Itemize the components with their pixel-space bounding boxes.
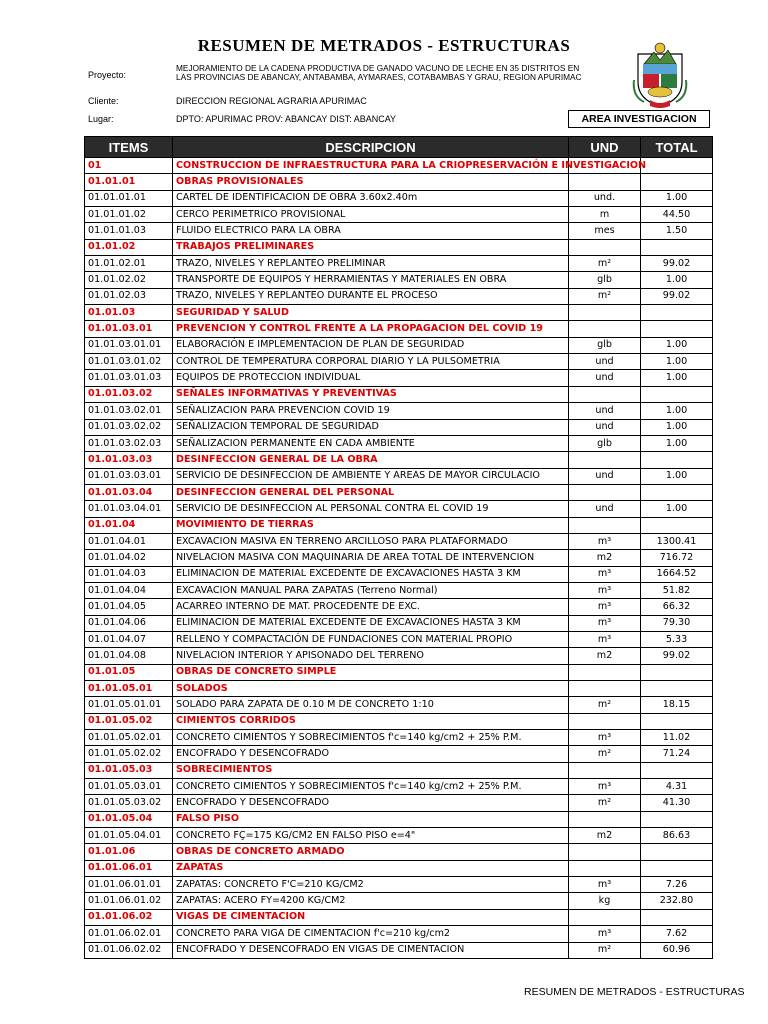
description-cell: SERVICIO DE DESINFECCION AL PERSONAL CONTRA EL COVID 19 [173, 501, 569, 517]
und-column-header: UND [569, 137, 641, 158]
descripcion-column-header: DESCRIPCION [173, 137, 569, 158]
item-cell: 01.01.06.01 [85, 860, 173, 876]
description-cell: ZAPATAS: ACERO FY=4200 KG/CM2 [173, 893, 569, 909]
description-cell: ZAPATAS [173, 860, 569, 876]
description-cell: ELIMINACION DE MATERIAL EXCEDENTE DE EXCAVACIONES HASTA 3 KM [173, 566, 569, 582]
total-cell: 1.00 [641, 190, 713, 206]
description-cell: FALSO PISO [173, 811, 569, 827]
total-cell [641, 844, 713, 860]
unit-cell: und. [569, 190, 641, 206]
unit-cell: und [569, 419, 641, 435]
section-row [85, 844, 713, 860]
unit-cell: m³ [569, 615, 641, 631]
total-cell: 7.26 [641, 877, 713, 893]
proyecto-line-1: MEJORAMIENTO DE LA CADENA PRODUCTIVA DE GANADO VACUNO DE LECHE EN 35 DISTRITOS EN [176, 63, 580, 73]
description-cell: CARTEL DE IDENTIFICACION DE OBRA 3.60x2.40m [173, 190, 569, 206]
total-cell [641, 762, 713, 778]
unit-cell [569, 909, 641, 925]
total-cell: 5.33 [641, 631, 713, 647]
unit-cell: glb [569, 435, 641, 451]
unit-cell: m² [569, 697, 641, 713]
section-row [85, 452, 713, 468]
table-body [85, 158, 713, 959]
unit-cell: m³ [569, 730, 641, 746]
total-cell: 1.00 [641, 337, 713, 353]
total-cell: 1.00 [641, 403, 713, 419]
item-cell: 01.01.05.03 [85, 762, 173, 778]
description-cell: TRAZO, NIVELES Y REPLANTEO PRELIMINAR [173, 256, 569, 272]
total-cell: 99.02 [641, 256, 713, 272]
total-cell [641, 860, 713, 876]
item-cell: 01.01.05.02 [85, 713, 173, 729]
item-cell: 01.01.02.02 [85, 272, 173, 288]
total-cell [641, 713, 713, 729]
table-row [85, 256, 713, 272]
total-cell [641, 386, 713, 402]
unit-cell: m2 [569, 828, 641, 844]
unit-cell [569, 681, 641, 697]
unit-cell: m² [569, 942, 641, 958]
description-cell: SEGURIDAD Y SALUD [173, 305, 569, 321]
description-cell: SEÑALIZACION TEMPORAL DE SEGURIDAD [173, 419, 569, 435]
description-cell: CONSTRUCCION DE INFRAESTRUCTURA PARA LA CRIOPRESERVACIÓN E INVESTIGACION [173, 158, 569, 174]
total-cell [641, 158, 713, 174]
table-row [85, 828, 713, 844]
total-cell: 99.02 [641, 648, 713, 664]
unit-cell [569, 386, 641, 402]
description-cell: OBRAS DE CONCRETO SIMPLE [173, 664, 569, 680]
unit-cell [569, 239, 641, 255]
item-cell: 01.01.03.01.01 [85, 337, 173, 353]
item-cell: 01.01.06.02 [85, 909, 173, 925]
total-cell [641, 239, 713, 255]
total-cell: 1.00 [641, 419, 713, 435]
cliente-label: Cliente: [88, 96, 119, 106]
item-cell: 01.01.04.01 [85, 533, 173, 549]
item-cell: 01.01.06.02.01 [85, 926, 173, 942]
item-cell: 01.01.06.02.02 [85, 942, 173, 958]
total-cell: 1664.52 [641, 566, 713, 582]
item-cell: 01.01.05.04.01 [85, 828, 173, 844]
section-row [85, 909, 713, 925]
metrados-table [84, 136, 713, 959]
table-row [85, 223, 713, 239]
description-cell: ENCOFRADO Y DESENCOFRADO [173, 746, 569, 762]
unit-cell [569, 174, 641, 190]
total-cell: 66.32 [641, 599, 713, 615]
item-cell: 01.01.03.04.01 [85, 501, 173, 517]
description-cell: OBRAS DE CONCRETO ARMADO [173, 844, 569, 860]
table-row [85, 877, 713, 893]
page-title: RESUMEN DE METRADOS - ESTRUCTURAS [197, 36, 571, 55]
section-row [85, 484, 713, 500]
description-cell: EXCAVACION MASIVA EN TERRENO ARCILLOSO PARA PLATAFORMADO [173, 533, 569, 549]
unit-cell: m³ [569, 582, 641, 598]
table-row [85, 730, 713, 746]
total-column-header: TOTAL [641, 137, 713, 158]
table-header-row [85, 137, 713, 158]
description-cell: CONTROL DE TEMPERATURA CORPORAL DIARIO Y LA PULSOMETRIA [173, 354, 569, 370]
description-cell: CONCRETO CIMIENTOS Y SOBRECIMIENTOS f'c=140 kg/cm2 + 25% P.M. [173, 779, 569, 795]
unit-cell [569, 321, 641, 337]
description-cell: TRAZO, NIVELES Y REPLANTEO DURANTE EL PROCESO [173, 288, 569, 304]
description-cell: SOBRECIMIENTOS [173, 762, 569, 778]
total-cell: 232.80 [641, 893, 713, 909]
item-cell: 01.01.05.04 [85, 811, 173, 827]
total-cell [641, 909, 713, 925]
unit-cell: und [569, 370, 641, 386]
item-cell: 01.01.05.01 [85, 681, 173, 697]
total-cell [641, 484, 713, 500]
unit-cell: glb [569, 272, 641, 288]
section-row [85, 174, 713, 190]
lugar-label: Lugar: [88, 114, 114, 124]
description-cell: ENCOFRADO Y DESENCOFRADO EN VIGAS DE CIMENTACION [173, 942, 569, 958]
unit-cell: und [569, 468, 641, 484]
description-cell: SEÑALES INFORMATIVAS Y PREVENTIVAS [173, 386, 569, 402]
total-cell: 18.15 [641, 697, 713, 713]
table-row [85, 272, 713, 288]
table-row [85, 207, 713, 223]
section-row [85, 664, 713, 680]
unit-cell [569, 664, 641, 680]
description-cell: MOVIMIENTO DE TIERRAS [173, 517, 569, 533]
table-row [85, 370, 713, 386]
unit-cell [569, 811, 641, 827]
description-cell: RELLENO Y COMPACTACIÓN DE FUNDACIONES CON MATERIAL PROPIO [173, 631, 569, 647]
total-cell: 1.00 [641, 272, 713, 288]
section-row [85, 305, 713, 321]
item-cell: 01.01.03.02.02 [85, 419, 173, 435]
total-cell [641, 174, 713, 190]
table-row [85, 435, 713, 451]
item-cell: 01.01.03.03 [85, 452, 173, 468]
table-row [85, 566, 713, 582]
item-cell: 01.01.03.01.03 [85, 370, 173, 386]
unit-cell: mes [569, 223, 641, 239]
description-cell: SOLADO PARA ZAPATA DE 0.10 M DE CONCRETO 1:10 [173, 697, 569, 713]
total-cell: 7.62 [641, 926, 713, 942]
item-cell: 01.01.01.01 [85, 190, 173, 206]
item-cell: 01.01.01.02 [85, 207, 173, 223]
table-row [85, 926, 713, 942]
page-footer: RESUMEN DE METRADOS - ESTRUCTURAS [524, 986, 745, 998]
table-row [85, 550, 713, 566]
description-cell: PREVENCION Y CONTROL FRENTE A LA PROPAGACION DEL COVID 19 [173, 321, 569, 337]
total-cell: 99.02 [641, 288, 713, 304]
table-row [85, 582, 713, 598]
unit-cell: m³ [569, 533, 641, 549]
section-row [85, 713, 713, 729]
description-cell: TRABAJOS PRELIMINARES [173, 239, 569, 255]
unit-cell: kg [569, 893, 641, 909]
description-cell: NIVELACION MASIVA CON MAQUINARIA DE AREA TOTAL DE INTERVENCION [173, 550, 569, 566]
total-cell [641, 321, 713, 337]
description-cell: CONCRETO CIMIENTOS Y SOBRECIMIENTOS f'c=140 kg/cm2 + 25% P.M. [173, 730, 569, 746]
item-cell: 01.01.04.05 [85, 599, 173, 615]
total-cell: 1.00 [641, 435, 713, 451]
table-row [85, 337, 713, 353]
description-cell: VIGAS DE CIMENTACION [173, 909, 569, 925]
table-row [85, 746, 713, 762]
cliente-value: DIRECCION REGIONAL AGRARIA APURIMAC [176, 96, 367, 106]
section-row [85, 762, 713, 778]
unit-cell [569, 517, 641, 533]
table-row [85, 779, 713, 795]
description-cell: ENCOFRADO Y DESENCOFRADO [173, 795, 569, 811]
unit-cell [569, 305, 641, 321]
table-row [85, 795, 713, 811]
unit-cell: m³ [569, 926, 641, 942]
unit-cell: m² [569, 256, 641, 272]
table-row [85, 403, 713, 419]
total-cell [641, 681, 713, 697]
item-cell: 01.01.04.07 [85, 631, 173, 647]
description-cell: ELABORACIÓN E IMPLEMENTACION DE PLAN DE SEGURIDAD [173, 337, 569, 353]
item-cell: 01.01.04.03 [85, 566, 173, 582]
section-row [85, 158, 713, 174]
item-cell: 01.01.02 [85, 239, 173, 255]
unit-cell: und [569, 354, 641, 370]
table-row [85, 533, 713, 549]
table-row [85, 468, 713, 484]
item-cell: 01.01.03.02.03 [85, 435, 173, 451]
item-cell: 01.01.03.01 [85, 321, 173, 337]
section-row [85, 811, 713, 827]
item-cell: 01.01.01.03 [85, 223, 173, 239]
total-cell: 60.96 [641, 942, 713, 958]
total-cell [641, 305, 713, 321]
description-cell: OBRAS PROVISIONALES [173, 174, 569, 190]
item-cell: 01.01.03.04 [85, 484, 173, 500]
description-cell: SEÑALIZACION PARA PREVENCION COVID 19 [173, 403, 569, 419]
table-row [85, 501, 713, 517]
table-row [85, 599, 713, 615]
total-cell: 86.63 [641, 828, 713, 844]
unit-cell: glb [569, 337, 641, 353]
unit-cell: m³ [569, 599, 641, 615]
item-cell: 01.01.03.02 [85, 386, 173, 402]
area-badge: AREA INVESTIGACION [568, 110, 710, 128]
item-cell: 01.01.05.03.01 [85, 779, 173, 795]
description-cell: EQUIPOS DE PROTECCION INDIVIDUAL [173, 370, 569, 386]
lugar-value: DPTO: APURIMAC PROV: ABANCAY DIST: ABANCAY [176, 114, 397, 124]
total-cell: 51.82 [641, 582, 713, 598]
item-cell: 01.01.06.01.02 [85, 893, 173, 909]
item-cell: 01.01.06.01.01 [85, 877, 173, 893]
total-cell: 716.72 [641, 550, 713, 566]
coat-of-arms-icon [630, 40, 690, 110]
table-row [85, 419, 713, 435]
table-row [85, 942, 713, 958]
total-cell [641, 452, 713, 468]
item-cell: 01.01.04.04 [85, 582, 173, 598]
description-cell: CONCRETO PARA VIGA DE CIMENTACION f'c=210 kg/cm2 [173, 926, 569, 942]
item-cell: 01.01.05.01.01 [85, 697, 173, 713]
description-cell: NIVELACION INTERIOR Y APISONADO DEL TERRENO [173, 648, 569, 664]
table-row [85, 697, 713, 713]
total-cell: 71.24 [641, 746, 713, 762]
item-cell: 01.01.05.02.02 [85, 746, 173, 762]
unit-cell: und [569, 501, 641, 517]
total-cell: 1.00 [641, 370, 713, 386]
table-row [85, 288, 713, 304]
items-column-header: ITEMS [85, 137, 173, 158]
description-cell: CERCO PERIMETRICO PROVISIONAL [173, 207, 569, 223]
unit-cell: und [569, 403, 641, 419]
proyecto-line-2: LAS PROVINCIAS DE ABANCAY, ANTABAMBA, AYMARAES, COTABAMBAS Y GRAU, REGION APURIMAC [176, 72, 582, 82]
total-cell: 79.30 [641, 615, 713, 631]
total-cell: 4.31 [641, 779, 713, 795]
item-cell: 01.01.02.01 [85, 256, 173, 272]
table-row [85, 354, 713, 370]
item-cell: 01 [85, 158, 173, 174]
description-cell: CIMIENTOS CORRIDOS [173, 713, 569, 729]
total-cell [641, 811, 713, 827]
item-cell: 01.01.01 [85, 174, 173, 190]
section-row [85, 681, 713, 697]
unit-cell: m³ [569, 631, 641, 647]
item-cell: 01.01.04.06 [85, 615, 173, 631]
section-row [85, 239, 713, 255]
total-cell: 11.02 [641, 730, 713, 746]
item-cell: 01.01.03.01.02 [85, 354, 173, 370]
item-cell: 01.01.03.02.01 [85, 403, 173, 419]
total-cell [641, 664, 713, 680]
description-cell: TRANSPORTE DE EQUIPOS Y HERRAMIENTAS Y MATERIALES EN OBRA [173, 272, 569, 288]
unit-cell [569, 452, 641, 468]
unit-cell: m² [569, 795, 641, 811]
total-cell: 1.50 [641, 223, 713, 239]
total-cell: 1.00 [641, 501, 713, 517]
unit-cell [569, 762, 641, 778]
unit-cell: m² [569, 746, 641, 762]
unit-cell: m² [569, 288, 641, 304]
item-cell: 01.01.05.02.01 [85, 730, 173, 746]
total-cell: 1300.41 [641, 533, 713, 549]
description-cell: ELIMINACION DE MATERIAL EXCEDENTE DE EXCAVACIONES HASTA 3 KM [173, 615, 569, 631]
total-cell [641, 517, 713, 533]
unit-cell [569, 860, 641, 876]
table-row [85, 648, 713, 664]
item-cell: 01.01.03 [85, 305, 173, 321]
table-row [85, 615, 713, 631]
item-cell: 01.01.06 [85, 844, 173, 860]
description-cell: SEÑALIZACION PERMANENTE EN CADA AMBIENTE [173, 435, 569, 451]
item-cell: 01.01.05 [85, 664, 173, 680]
unit-cell [569, 713, 641, 729]
total-cell: 44.50 [641, 207, 713, 223]
description-cell: ACARREO INTERNO DE MAT. PROCEDENTE DE EXC. [173, 599, 569, 615]
section-row [85, 860, 713, 876]
table-row [85, 893, 713, 909]
description-cell: CONCRETO FÇ=175 KG/CM2 EN FALSO PISO e=4" [173, 828, 569, 844]
item-cell: 01.01.05.03.02 [85, 795, 173, 811]
section-row [85, 517, 713, 533]
unit-cell: m2 [569, 648, 641, 664]
item-cell: 01.01.03.03.01 [85, 468, 173, 484]
description-cell: EXCAVACION MANUAL PARA ZAPATAS (Terreno Normal) [173, 582, 569, 598]
table-row [85, 631, 713, 647]
description-cell: FLUIDO ELECTRICO PARA LA OBRA [173, 223, 569, 239]
description-cell: DESINFECCION GENERAL DE LA OBRA [173, 452, 569, 468]
proyecto-label: Proyecto: [88, 70, 127, 80]
item-cell: 01.01.04.08 [85, 648, 173, 664]
unit-cell: m2 [569, 550, 641, 566]
section-row [85, 386, 713, 402]
description-cell: DESINFECCION GENERAL DEL PERSONAL [173, 484, 569, 500]
table-row [85, 190, 713, 206]
section-row [85, 321, 713, 337]
description-cell: SERVICIO DE DESINFECCION DE AMBIENTE Y AREAS DE MAYOR CIRCULACIO [173, 468, 569, 484]
description-cell: ZAPATAS: CONCRETO F'C=210 KG/CM2 [173, 877, 569, 893]
unit-cell: m³ [569, 566, 641, 582]
total-cell: 41.30 [641, 795, 713, 811]
unit-cell [569, 844, 641, 860]
unit-cell: m³ [569, 779, 641, 795]
unit-cell: m³ [569, 877, 641, 893]
unit-cell: m [569, 207, 641, 223]
total-cell: 1.00 [641, 354, 713, 370]
item-cell: 01.01.02.03 [85, 288, 173, 304]
item-cell: 01.01.04 [85, 517, 173, 533]
unit-cell [569, 484, 641, 500]
total-cell: 1.00 [641, 468, 713, 484]
item-cell: 01.01.04.02 [85, 550, 173, 566]
description-cell: SOLADOS [173, 681, 569, 697]
